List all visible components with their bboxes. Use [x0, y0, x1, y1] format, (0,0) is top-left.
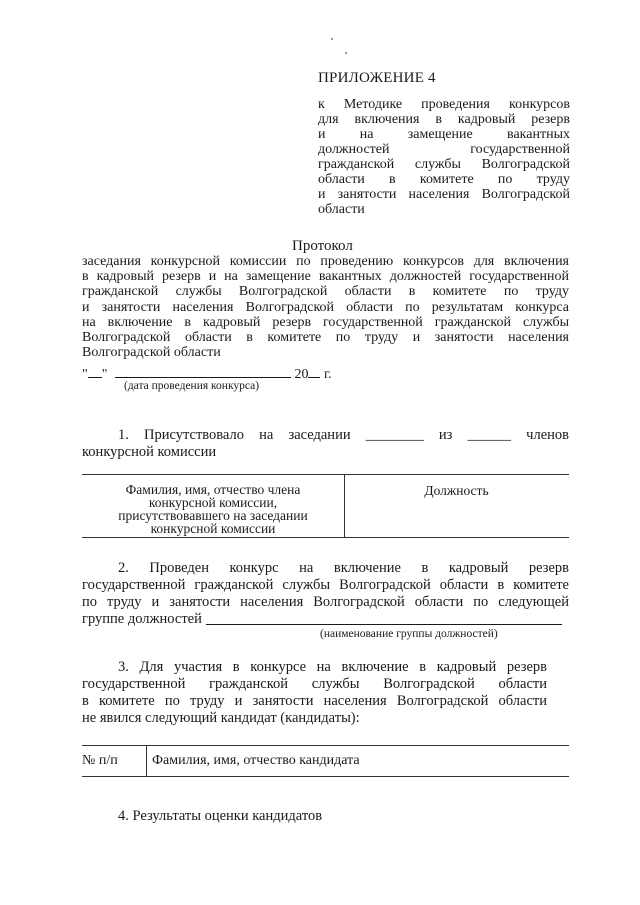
absent-candidates-table [82, 745, 569, 777]
section-3 [82, 659, 547, 727]
table-header-position: Должность [424, 483, 489, 498]
appendix-text [318, 97, 570, 217]
protocol-line: Волгоградской области в комитете по труду и занятости населения [82, 330, 569, 346]
protocol-description [82, 254, 569, 360]
header-line: Фамилия, имя, отчество члена [125, 482, 301, 497]
section-1 [82, 427, 569, 461]
table-header-candidate-name: Фамилия, имя, отчество кандидата [152, 753, 360, 768]
day-blank [88, 365, 102, 378]
section-2-line: группе должностей [82, 611, 202, 627]
date-quote-open: " [82, 367, 88, 382]
scan-speck [345, 52, 347, 54]
header-line: конкурсной комиссии, [148, 495, 278, 510]
scan-speck [331, 38, 333, 40]
section-3-line: в комитете по труду и занятости населения Волгоградской области [82, 693, 547, 709]
table-column-divider [146, 746, 147, 776]
date-caption: (дата проведения конкурса) [124, 380, 260, 392]
year-blank [308, 365, 320, 378]
protocol-line: гражданской службы Волгоградской области в комитете по труду [82, 284, 569, 300]
date-year-prefix: 20 [294, 367, 309, 382]
appendix-line: для включения в кадровый резерв [318, 112, 570, 127]
header-line: присутствовавшего на заседании [118, 508, 308, 523]
section-4-title: 4. Результаты оценки кандидатов [118, 808, 323, 824]
commission-members-table [82, 474, 569, 538]
section-2-line: по труду и занятости населения Волгоградской области по следующей [82, 594, 569, 610]
position-group-blank [206, 624, 562, 625]
appendix-title: ПРИЛОЖЕНИЕ 4 [318, 70, 436, 86]
section-3-line: не явился следующий кандидат (кандидаты): [82, 710, 360, 726]
date-year-suffix: г. [323, 367, 332, 382]
protocol-line: и занятости населения Волгоградской области по результатам конкурса [82, 299, 569, 315]
appendix-line: должностей государственной [318, 142, 570, 157]
appendix-line: к Методике проведения конкурсов [318, 97, 570, 112]
appendix-line: и на замещение вакантных [318, 127, 570, 142]
date-quote-close: " [101, 367, 108, 382]
position-group-caption: (наименование группы должностей) [320, 628, 498, 640]
appendix-line: области [318, 202, 365, 217]
section-3-line: государственной гражданской службы Волгоградской области [82, 676, 547, 692]
protocol-line: заседания конкурсной комиссии по проведению конкурсов для включения [82, 254, 569, 269]
section-3-line: 3. Для участия в конкурсе на включение в кадровый резерв [118, 659, 547, 675]
protocol-title: Протокол [292, 238, 353, 254]
section-2-line: государственной гражданской службы Волгоградской области в комитете [82, 577, 569, 593]
protocol-line: Волгоградской области [82, 345, 221, 361]
section-2 [82, 560, 569, 628]
header-line: конкурсной комиссии [150, 521, 276, 536]
appendix-line: гражданской службы Волгоградской [318, 157, 570, 172]
section-1-line: конкурсной комиссии [82, 444, 217, 460]
section-2-line: 2. Проведен конкурс на включение в кадровый резерв [118, 560, 569, 576]
month-blank [115, 365, 291, 378]
appendix-line: области в комитете по труду [318, 172, 570, 187]
table-header-number: № п/п [82, 753, 118, 768]
table-header-member-name [82, 483, 344, 535]
protocol-line: на включение в кадровый резерв государственной гражданской службы [82, 314, 569, 330]
protocol-line: в кадровый резерв и на замещение вакантных должностей государственной [82, 269, 569, 285]
section-1-line: 1. Присутствовало на заседании ________ из ______ членов [118, 427, 569, 443]
appendix-line: и занятости населения Волгоградской [318, 187, 570, 202]
